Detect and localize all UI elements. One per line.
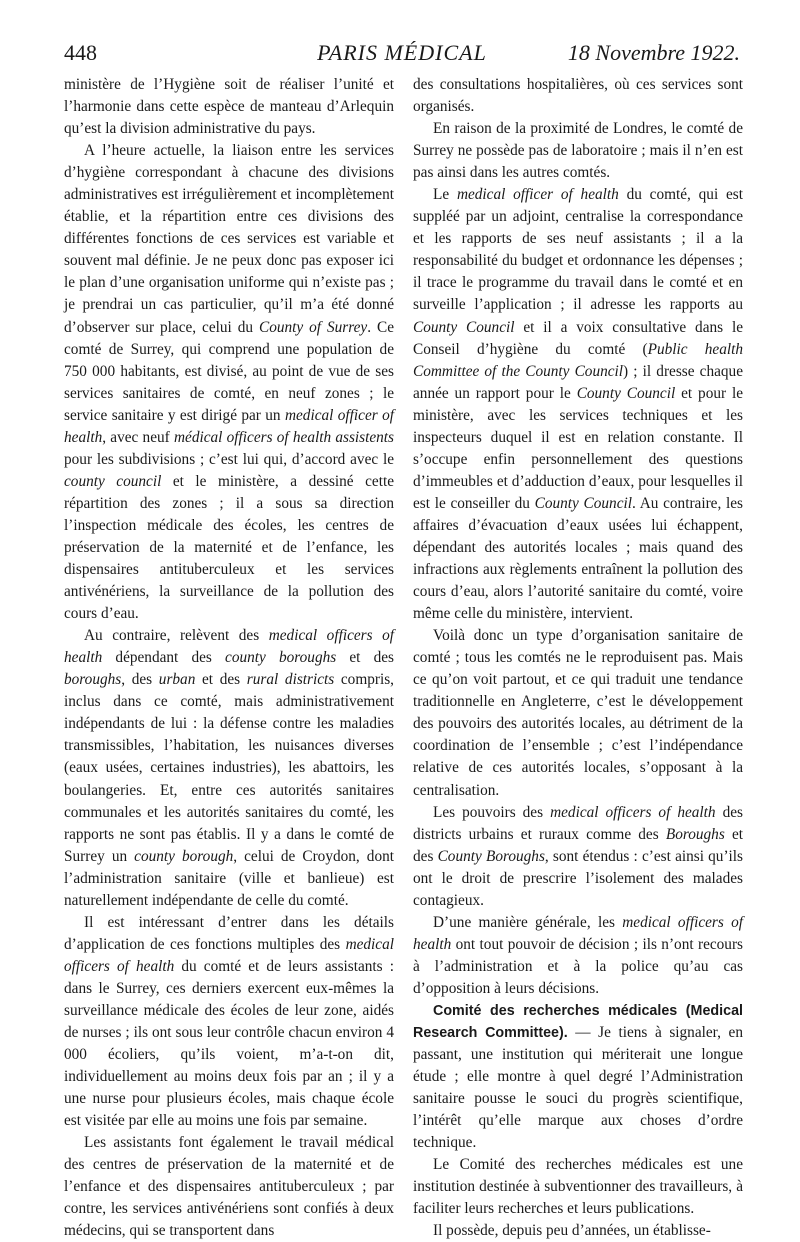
left-column [64, 74, 394, 1242]
paragraph: En raison de la proximité de Londres, le comté de Surrey ne possède pas de laboratoire ; mais il n’en est pas ainsi dans les autres comtés. [413, 120, 743, 182]
page-number: 448 [64, 40, 97, 65]
paragraph: Le medical officer of health du comté, qui est suppléé par un adjoint, centralise la correspondance et les rapports de ses neuf assistants ; il a la responsabilité du budget et ordonnance les dépenses ; il trace le programme du travail dans le comté et en surveille l’application ; il adresse les rapports au County Council et il a voix consultative dans le Conseil d’hygiène du comté (Public health Committee of the County Council) ; il dresse chaque année un rapport pour le County Council et pour le ministère, avec les services techniques et les inspecteurs duquel il est en relation constante. Il s’occupe enfin personnellement des questions d’immeubles et d’adduction d’eaux, pour lesquelles il est le conseiller du County Council. Au contraire, les affaires d’évacuation d’eaux usées lui échappent, dépendant des autorités locales ; mais quand des infractions aux règlements entraînent la pollution des cours d’eau, alors l’autorité sanitaire du comté, voire même celle du ministère, intervient. [413, 186, 744, 623]
paragraph: Les assistants font également le travail médical des centres de préservation de la maternité et de l’enfance et des dispensaires antituberculeux ; par contre, les services antivénériens sont confiés à deux médecins, qui se transportent dans [64, 1134, 394, 1240]
paragraph: Au contraire, relèvent des medical officers of health dépendant des county boroughs et des boroughs, des urban et des rural districts compris, inclus dans ce comté, mais administrativement indépendants de lui : la défense contre les maladies transmissibles, l’habitation, les nuisances diverses (eaux usées, certaines industries), les abattoirs, les boulangeries. Et, entre ces autorités sanitaires communales et les autorités sanitaires du comté, les rapports ne sont pas établis. Il y a dans le comté de Surrey un county borough, celui de Croydon, dont l’administration sanitaire (ville et banlieue) est naturellement indépendante de celle du comté. [64, 627, 394, 909]
paragraph: Les pouvoirs des medical officers of health des districts urbains et ruraux comme des Boroughs et des County Boroughs, sont étendus : c’est ainsi qu’ils ont le droit de prescrire l’isolement des malades contagieux. [413, 803, 744, 909]
paragraph: ministère de l’Hygiène soit de réaliser l’unité et l’harmonie dans cette espèce de manteau d’Arlequin qu’est la division administrative du pays. [64, 76, 394, 138]
paragraph: Il est intéressant d’entrer dans les détails d’application de ces fonctions multiples des medical officers of health du comté et de leurs assistants : dans le Surrey, ces derniers exercent eux-mêmes la surveillance médicale des écoles de leur zone, aidés de nurses ; ils ont sous leur contrôle chacun environ 4 000 écoliers, qu’ils voient, m’a-t-on dit, individuellement au moins deux fois par an ; il y a une nurse pour plusieurs écoles, mais chaque école est visitée par elle au moins une fois par semaine. [64, 913, 394, 1130]
paragraph: Voilà donc un type d’organisation sanitaire de comté ; tous les comtés ne le reproduisent pas. Mais ce qu’on voit partout, et ce qui traduit une tendance traditionnelle en Angleterre, c’est le développement des pouvoirs des autorités locales, au détriment de la coordination de l’ensemble ; c’est l’indépendance relative de ces autorités locales, s’opposant à la centralisation. [413, 627, 743, 799]
paragraph: Il possède, depuis peu d’années, un établisse- [433, 1222, 711, 1240]
paragraph: Le Comité des recherches médicales est une institution destinée à subventionner des travailleurs, à faciliter leurs recherches et leurs publications. [413, 1156, 743, 1218]
paragraph: D’une manière générale, les medical officers of health ont tout pouvoir de décision ; ils n’ont recours à l’administration et à la police qu’au cas d’opposition à leurs décisions. [413, 913, 743, 997]
paragraph: des consultations hospitalières, où ces services sont organisés. [413, 76, 743, 116]
right-column [413, 74, 743, 1242]
journal-title: PARIS MÉDICAL [317, 40, 487, 65]
paragraph: A l’heure actuelle, la liaison entre les services d’hygiène correspondant à chacune des divisions administratives est irrégulièrement et incomplètement établie, et la répartition entre ces divisions des différentes fonctions de ces services est variable et souvent mal définie. Je ne peux donc pas exposer ici le plan d’une organisation uniforme qui n’existe pas ; je prendrai un cas particulier, qu’il m’a été donné d’observer sur place, celui du County of Surrey. Ce comté de Surrey, qui comprend une population de 750 000 habitants, est divisé, au point de vue de ses services sanitaires de comté, en neuf zones ; le service sanitaire y est dirigé par un medical officer of health, avec neuf médical officers of health assistents pour les subdivisions ; c’est lui qui, d’accord avec le county council et le ministère, a dessiné cette répartition des zones ; il a sous sa direction l’inspection médicale des écoles, les centres de préservation de la maternité et de l’enfance, les dispensaires antituberculeux et les services antivénériens, la surveillance de la pollution des cours d’eau. [64, 142, 395, 623]
page-header [64, 40, 740, 70]
issue-date: 18 Novembre 1922. [567, 40, 740, 65]
section-paragraph-medical-research-committee: Comité des recherches médicales (Medical Research Committee). — Je tiens à signaler, en passant, une institution qui mériterait une longue étude ; elle montre à quel degré l’Administration sanitaire pousse le souci du progrès scientifique, l’intérêt qu’elle marque aux choses d’ordre technique. [413, 1002, 743, 1152]
